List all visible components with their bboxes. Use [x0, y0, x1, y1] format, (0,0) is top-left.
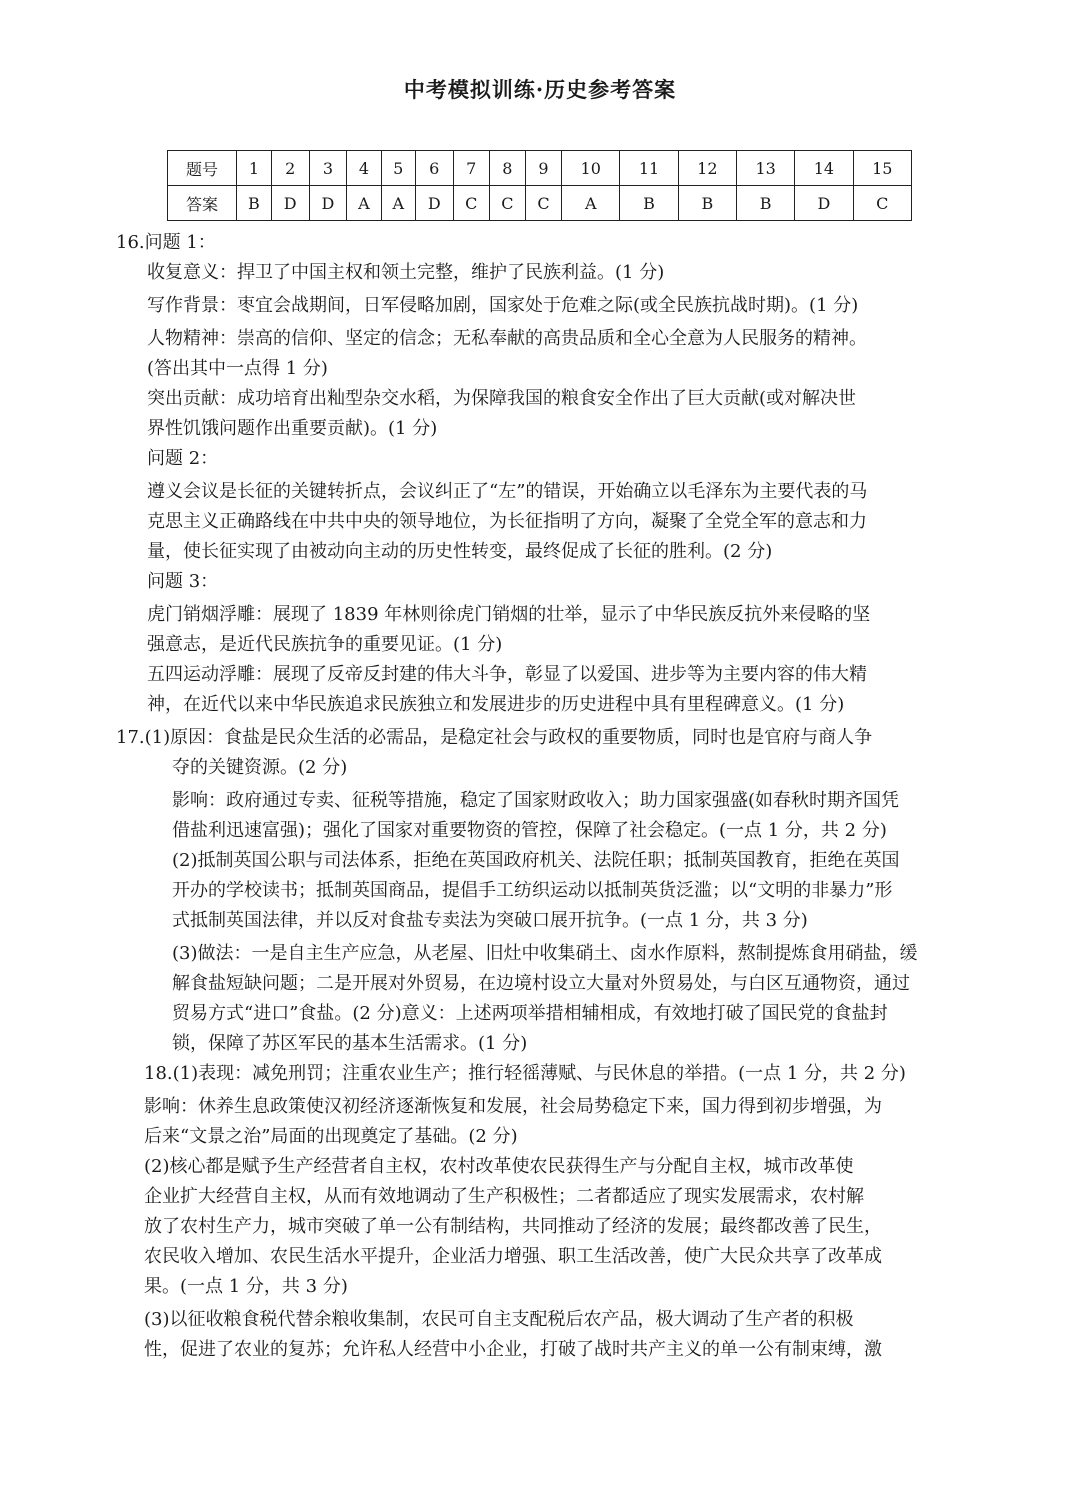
text-line: 夺的关键资源。(2 分): [172, 757, 348, 778]
table-cell: C: [525, 186, 561, 221]
text-line: 遵义会议是长征的关键转折点，会议纠正了“左”的错误，开始确立以毛泽东为主要代表的马: [147, 481, 868, 502]
table-cell: A: [347, 186, 381, 221]
text-line: 开办的学校读书；抵制英国商品，提倡手工纺织运动以抵制英货泛滥；以“文明的非暴力”形: [172, 880, 893, 901]
table-cell: D: [309, 186, 347, 221]
text-line: (3)以征收粮食税代替余粮收集制，农民可自主支配税后农产品，极大调动了生产者的积极: [144, 1309, 854, 1330]
table-row-numbers: [168, 151, 912, 186]
text-line: 虎门销烟浮雕：展现了 1839 年林则徐虎门销烟的壮举，显示了中华民族反抗外来侵略的坚: [147, 604, 871, 625]
table-cell: 6: [415, 151, 453, 186]
q18-heading: 18.(1)表现：减免刑罚；注重农业生产；推行轻徭薄赋、与民休息的举措。(一点 1 分，共 2 分): [144, 1063, 906, 1084]
table-cell: B: [736, 186, 794, 221]
text-line: 性，促进了农业的复苏；允许私人经营中小企业，打破了战时共产主义的单一公有制束缚，激: [144, 1339, 882, 1360]
table-cell: 14: [795, 151, 853, 186]
text-line: 后来“文景之治”局面的出现奠定了基础。(2 分): [144, 1126, 518, 1147]
table-cell: 15: [853, 151, 911, 186]
text-line: 影响：休养生息政策使汉初经济逐渐恢复和发展，社会局势稳定下来，国力得到初步增强，为: [144, 1096, 882, 1117]
page-title: 中考模拟训练·历史参考答案: [403, 77, 677, 102]
text-line: 神，在近代以来中华民族追求民族独立和发展进步的历史进程中具有里程碑意义。(1 分): [147, 694, 845, 715]
table-cell: 1: [237, 151, 272, 186]
table-cell: 11: [620, 151, 678, 186]
text-line: 量，使长征实现了由被动向主动的历史性转变，最终促成了长征的胜利。(2 分): [147, 541, 773, 562]
table-cell: A: [562, 186, 620, 221]
text-line: 克思主义正确路线在中共中央的领导地位，为长征指明了方向，凝聚了全党全军的意志和力: [147, 511, 867, 532]
table-cell: D: [795, 186, 853, 221]
table-row-answers: [168, 186, 912, 221]
text-line: 放了农村生产力，城市突破了单一公有制结构，共同推动了经济的发展；最终都改善了民生，: [144, 1216, 882, 1237]
table-cell: 9: [525, 151, 561, 186]
q16-sub-heading: 问题 2：: [147, 448, 219, 469]
row-label: 题号: [168, 151, 237, 186]
q17-heading: 17.(1)原因：食盐是民众生活的必需品，是稳定社会与政权的重要物质，同时也是官府与商人争: [116, 727, 873, 748]
text-line: 收复意义：捍卫了中国主权和领土完整，维护了民族利益。(1 分): [147, 262, 665, 283]
text-line: 突出贡献：成功培育出籼型杂交水稻，为保障我国的粮食安全作出了巨大贡献(或对解决世: [147, 388, 857, 409]
table-cell: 12: [678, 151, 736, 186]
table-cell: D: [271, 186, 309, 221]
table-cell: 7: [453, 151, 489, 186]
table-cell: C: [453, 186, 489, 221]
text-line: 强意志，是近代民族抗争的重要见证。(1 分): [147, 634, 503, 655]
text-line: 解食盐短缺问题；二是开展对外贸易，在边境村设立大量对外贸易处，与白区互通物资，通过: [172, 973, 910, 994]
text-line: (2)抵制英国公职与司法体系，拒绝在英国政府机关、法院任职；抵制英国教育，拒绝在英国: [172, 850, 900, 871]
q16-heading: 16.问题 1：: [116, 232, 216, 253]
table-cell: 5: [381, 151, 415, 186]
text-line: 五四运动浮雕：展现了反帝反封建的伟大斗争，彰显了以爱国、进步等为主要内容的伟大精: [147, 664, 867, 685]
text-line: 贸易方式“进口”食盐。(2 分)意义：上述两项举措相辅相成，有效地打破了国民党的食盐封: [172, 1003, 888, 1024]
text-line: 写作背景：枣宜会战期间，日军侵略加剧，国家处于危难之际(或全民族抗战时期)。(1 分): [147, 295, 859, 316]
text-line: 人物精神：崇高的信仰、坚定的信念；无私奉献的高贵品质和全心全意为人民服务的精神。: [147, 328, 867, 349]
text-line: 借盐利迅速富强)；强化了国家对重要物资的管控，保障了社会稳定。(一点 1 分，共 2 分): [172, 820, 887, 841]
table-cell: 8: [489, 151, 525, 186]
text-line: (答出其中一点得 1 分): [147, 358, 328, 379]
text-line: 界性饥饿问题作出重要贡献)。(1 分): [147, 418, 438, 439]
q16-sub-heading: 问题 3：: [147, 571, 219, 592]
answer-table: [167, 150, 912, 221]
table-cell: C: [489, 186, 525, 221]
table-cell: 4: [347, 151, 381, 186]
table-cell: A: [381, 186, 415, 221]
table-cell: B: [620, 186, 678, 221]
table-cell: 13: [736, 151, 794, 186]
text-line: 农民收入增加、农民生活水平提升，企业活力增强、职工生活改善，使广大民众共享了改革成: [144, 1246, 882, 1267]
table-cell: C: [853, 186, 911, 221]
text-line: (3)做法：一是自主生产应急，从老屋、旧灶中收集硝土、卤水作原料，熬制提炼食用硝盐，缓: [172, 943, 918, 964]
text-line: 锁，保障了苏区军民的基本生活需求。(1 分): [172, 1033, 528, 1054]
text-line: (2)核心都是赋予生产经营者自主权，农村改革使农民获得生产与分配自主权，城市改革使: [144, 1156, 854, 1177]
table-cell: 2: [271, 151, 309, 186]
table-cell: B: [678, 186, 736, 221]
text-line: 影响：政府通过专卖、征税等措施，稳定了国家财政收入；助力国家强盛(如春秋时期齐国凭: [172, 790, 900, 811]
table-cell: D: [415, 186, 453, 221]
table-cell: B: [237, 186, 272, 221]
row-label: 答案: [168, 186, 237, 221]
text-line: 果。(一点 1 分，共 3 分): [144, 1276, 348, 1297]
text-line: 式抵制英国法律，并以反对食盐专卖法为突破口展开抗争。(一点 1 分，共 3 分): [172, 910, 808, 931]
table-cell: 10: [562, 151, 620, 186]
text-line: 企业扩大经营自主权，从而有效地调动了生产积极性；二者都适应了现实发展需求，农村解: [144, 1186, 864, 1207]
table-cell: 3: [309, 151, 347, 186]
